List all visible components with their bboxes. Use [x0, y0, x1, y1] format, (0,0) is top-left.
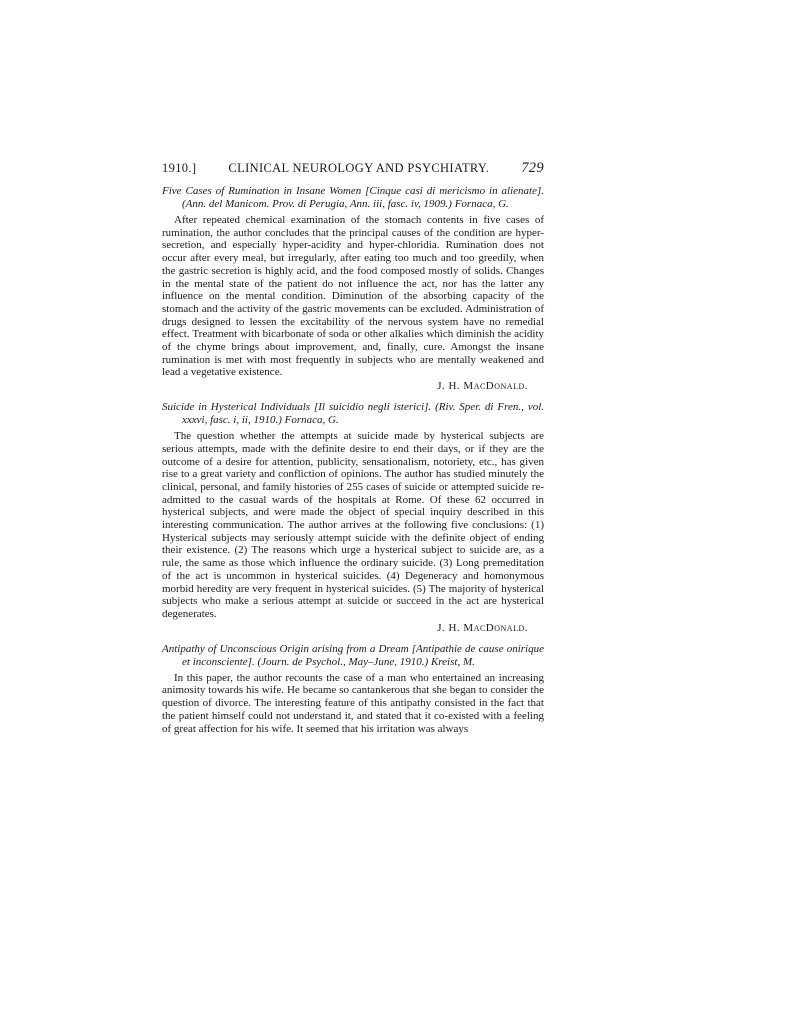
article-title-main: Five Cases of Rumination in Insane Women [Cinque casi di mericismo in alienate]. — [162, 185, 544, 197]
article-source: (Ann. del Manicom. Prov. di Perugia, Ann. iii, fasc. iv, 1909.) Fornaca, G. — [182, 198, 509, 210]
text-column — [162, 160, 544, 744]
article-source: (Riv. Sper. di Fren., vol. xxxvi, fasc. i, ii, 1910.) Fornaca, G. — [182, 401, 545, 427]
article-title-main: Suicide in Hysterical Individuals [Il suicidio negli isterici]. — [162, 401, 432, 414]
article-suicide — [162, 401, 544, 634]
article-title — [162, 643, 544, 669]
article-rumination — [162, 185, 544, 392]
running-head — [162, 160, 544, 177]
article-antipathy — [162, 643, 544, 736]
article-title — [162, 401, 544, 427]
running-head-title: CLINICAL NEUROLOGY AND PSYCHIATRY. — [228, 161, 490, 175]
article-signature: J. H. MacDonald. — [437, 380, 528, 393]
article-body: The question whether the attempts at suicide made by hysterical subjects are serious attempts, made with the definite desire to end their days, or if they are the outcome of a desire for attention, publicity, sensationalism, notoriety, etc., has given rise to a great variety and confliction of opinions. The author has studied minutely the clinical, personal, and family histories of 255 cases of suicide or attempted suicide re-admitted to the casual wards of the hospitals at Rome. Of these 62 occurred in hysterical subjects, and were made the object of special inquiry described in this interesting communication. The author arrives at the following five conclusions: (1) Hysterical subjects may seriously attempt suicide with the definite object of ending their existence. (2) The reasons which urge a hysterical subject to suicide are, as a rule, the same as those which influence the ordinary suicide. (3) Long premeditation of the act is uncommon in hysterical suicides. (4) Degeneracy and homonymous morbid heredity are very frequent in hysterical suicides. (5) The majority of hysterical subjects who make a serious attempt at suicide or succeed in the act are hysterical degenerates. — [162, 430, 544, 620]
running-head-year: 1910.] — [162, 161, 197, 175]
article-body: In this paper, the author recounts the case of a man who entertained an increasing animosity towards his wife. He became so cantankerous that she began to consider the question of divorce. The interesting feature of this antipathy consisted in the fact that the patient himself could not understand it, and stated that it co-existed with a feeling of great affection for his wife. It seemed that his irritation was always — [162, 671, 544, 735]
article-body: After repeated chemical examination of the stomach contents in five cases of rumination, the author concludes that the principal causes of the condition are hyper-secretion, and especially hyper-acidity and hyper-chloridia. Rumination does not occur after every meal, but irregularly, after eating too much and too greedily, when the gastric secretion is highly acid, and the food composed mostly of solids. Changes in the mental state of the patient do not influence the act, nor has the latter any influence on the mental condition. Diminution of the absorbing capacity of the stomach and the activity of the gastric movements can be excluded. Administration of drugs designed to lessen the excitability of the nervous system have no remedial effect. Treatment with bicarbonate of soda or other alkalies which diminish the acidity of the chyme brings about improvement, and, finally, cure. Amongst the insane rumination is met with most frequently in subjects who are mentally weakened and lead a vegetative existence. — [162, 214, 544, 379]
article-source: (Journ. de Psychol., May–June, 1910.) Kreist, M. — [254, 655, 475, 668]
article-title — [162, 185, 544, 211]
article-signature: J. H. MacDonald. — [437, 621, 528, 634]
page-number: 729 — [521, 160, 544, 176]
article-title-main: Antipathy of Unconscious Origin arising from a Dream [Antipathie de cause onirique et inconsciente]. — [162, 642, 544, 668]
